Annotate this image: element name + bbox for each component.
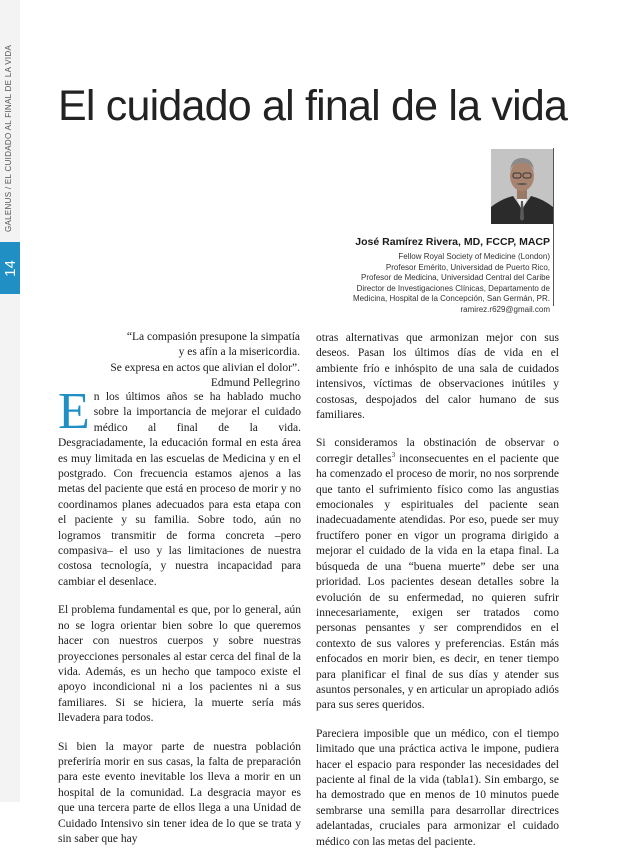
paragraph-text: Si consideramos la obstinación de observar o corregir detalles bbox=[316, 437, 559, 465]
affiliation-line: Director de Investigaciones Clínicas, Departamento de bbox=[356, 283, 550, 293]
author-affiliation bbox=[353, 252, 550, 316]
running-head: GALENUS / EL CUIDADO AL FINAL DE LA VIDA bbox=[4, 44, 13, 232]
epigraph-author: Edmund Pellegrino bbox=[210, 376, 300, 389]
page-number-text: 14 bbox=[1, 259, 19, 277]
author-name: José Ramírez Rivera, MD, FCCP, MACP bbox=[355, 236, 550, 248]
epigraph-line: y es afín a la misericordia. bbox=[178, 346, 300, 359]
affiliation-line: Profesor de Medicina, Universidad Central del Caribe bbox=[361, 273, 550, 283]
paragraph bbox=[316, 436, 559, 713]
paragraph bbox=[58, 383, 301, 590]
column-right bbox=[316, 331, 559, 863]
author-email[interactable]: ramirez.r629@gmail.com bbox=[460, 304, 550, 314]
author-portrait-image bbox=[491, 149, 553, 224]
page-number bbox=[0, 242, 20, 294]
paragraph: otras alternativas que armonizan mejor con sus deseos. Pasan los últimos días de vida en el ambiente frío e inhóspito de una sala de cuidados intensivos, víctimas de observaciones inútiles y costosas, despojados del calor humano de sus familiares. bbox=[316, 332, 559, 422]
affiliation-line: Medicina, Hospital de la Concepción, San Germán, PR. bbox=[353, 294, 550, 304]
paragraph-text: inconsecuentes en el paciente que ha comenzado el proceso de morir, no nos sorprende que tanto el sufrimiento físico como las angustias emocionales y espirituales del paciente sean inadecuadamente atendidas. Por eso, puede ser muy fructífero poner en vigor un programa dirigido a mejorar el cuidado de la vida en la etapa final. La búsqueda de una “buena muerte” debe ser una prioridad. Los pacientes desean detalles sobre la evolución de su enfermedad, no quieren sufrir innecesariamente, exigen ser tratados como personas pensantes y ser comprendidos en el contexto de sus valores y preferencias. Están más enfocados en morir bien, es decir, en tener tiempo para planificar el final de sus días y atender sus asuntos personales, y en articular un apropiado adiós para sus seres queridos. bbox=[316, 452, 560, 712]
drop-cap: E bbox=[58, 383, 90, 440]
article-title: El cuidado al final de la vida bbox=[58, 82, 568, 130]
paragraph: Pareciera imposible que un médico, con el tiempo limitado que una práctica activa le impone, pudiera hacer el espacio para responder las necesidades del paciente al final de la vida (tabla1). Sin embargo, se ha demostrado que en menos de 10 minutos puede sembrarse una semilla para desarrollar directrices adelantadas, cruciales para armonizar el cuidado médico con las metas del paciente. bbox=[316, 727, 559, 848]
author-portrait bbox=[491, 149, 553, 224]
epigraph-line: “La compasión presupone la simpatía bbox=[126, 331, 300, 343]
affiliation-line: Fellow Royal Society of Medicine (London) bbox=[398, 252, 550, 261]
affiliation-line: Profesor Emérito, Universidad de Puerto Rico, bbox=[385, 262, 550, 272]
paragraph-text: n los últimos años se ha hablado mucho sobre la importancia de mejorar el cuidado médico al final de la vida. Desgraciadamente, la educación formal en esta área es muy limitada en las escuelas de Medicina y en el postgrado. Con frecuencia estamos ajenos a las metas del paciente que está en proceso de morir y no coordinamos planes adecuados para esta etapa con el paciente y su familia. Sobre todo, aún no logramos transmitir de forma concreta –pero compasiva– el uso y las limitaciones de nuestra costosa tecnología, y nuestra incapacidad para cambiar el desenlace. bbox=[58, 391, 301, 588]
epigraph-line: Se expresa en actos que alivian el dolor”. bbox=[110, 361, 300, 374]
footnote-ref[interactable]: 3 bbox=[391, 451, 396, 460]
paragraph: El problema fundamental es que, por lo general, aún no se logra orientar bien sobre lo que queremos hacer con nuestros cuerpos y sobre nuestras proyecciones personales al estar cerca del final de la vida. Además, es un hecho que tampoco existe el apoyo incondicional ni a los pacientes ni a sus familiares. Si se hiciera, la muerte sería más llevadera para todos. bbox=[58, 604, 301, 725]
paragraph: Si bien la mayor parte de nuestra población preferiría morir en sus casas, la falta de preparación para este evento inevitable los lleva a morir en un hospital de la comunidad. La desgracia mayor es que una tercera parte de ellos llega a una Unidad de Cuidado Intensivo sin tener idea de lo que se trata y sin saber que hay bbox=[58, 740, 301, 845]
epigraph bbox=[100, 330, 300, 391]
column-left bbox=[58, 383, 301, 860]
author-divider bbox=[553, 148, 554, 306]
